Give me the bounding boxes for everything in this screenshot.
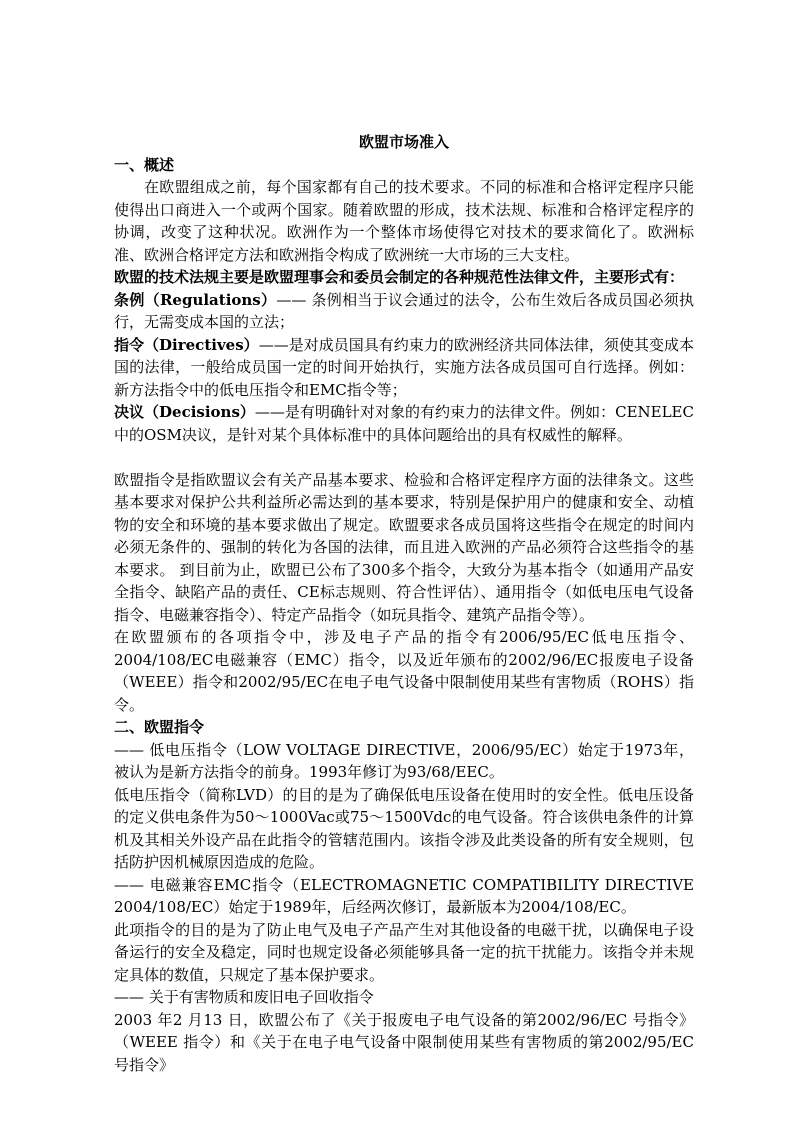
regulations-item	[114, 289, 694, 334]
regulations-term: 条例（Regulations）	[114, 290, 277, 309]
page-title: 欧盟市场准入	[358, 133, 449, 151]
lvd-description-paragraph: 低电压指令（简称LVD）的目的是为了确保低电压设备在使用时的安全性。低电压设备的定义供电条件为50～1000Vac或75～1500Vdc的电气设备。符合该供电条件的计算机及其相关外设产品在此指令的管辖范围内。该指令涉及此类设备的所有安全规则，包括防护因机械原因造成的危险。	[114, 785, 694, 871]
emc-intro-paragraph: —— 电磁兼容EMC指令（ELECTROMAGNETIC COMPATIBILITY DIRECTIVE 2004/108/EC）始定于1989年，后经两次修订，最新版本为2004/108/EC。	[114, 875, 694, 916]
section-heading-overview: 一、概述	[114, 155, 175, 174]
overview-paragraph: 在欧盟组成之前，每个国家都有自己的技术要求。不同的标准和合格评定程序只能使得出口商进入一个或两个国家。随着欧盟的形成，技术法规、标准和合格评定程序的协调，改变了这种状况。欧洲作为一个整体市场使得它对技术的要求简化了。欧洲标准、欧洲合格评定方法和欧洲指令构成了欧洲统一大市场的三大支柱。	[114, 178, 694, 264]
document-body	[114, 131, 694, 1076]
legal-forms-intro: 欧盟的技术法规主要是欧盟理事会和委员会制定的各种规范性法律文件，主要形式有：	[114, 268, 685, 286]
lvd-intro-paragraph: —— 低电压指令（LOW VOLTAGE DIRECTIVE，2006/95/EC）始定于1973年，被认为是新方法指令的前身。1993年修订为93/68/EEC。	[114, 740, 694, 781]
hazard-intro-paragraph: —— 关于有害物质和废旧电子回收指令	[114, 988, 374, 1006]
blank-line	[114, 446, 694, 469]
directives-text: ——是对成员国具有约束力的欧洲经济共同体法律，须使其变成本国的法律，一般给成员国一定的时间开始执行，实施方法各成员国可自行选择。例如：新方法指令中的低电压指令和EMC指令等；	[114, 335, 694, 399]
regulations-text: —— 条例相当于议会通过的法令，公布生效后各成员国必须执行，无需变成本国的立法；	[114, 290, 694, 331]
section-heading-eu-directives: 二、欧盟指令	[114, 718, 205, 736]
directives-item	[114, 334, 694, 402]
emc-description-paragraph: 此项指令的目的是为了防止电气及电子产品产生对其他设备的电磁干扰，以确保电子设备运行的安全及稳定，同时也规定设备必须能够具备一定的抗干扰能力。该指令并未规定具体的数值，只规定了基本保护要求。	[114, 920, 694, 984]
electronics-directives-paragraph: 在欧盟颁布的各项指令中，涉及电子产品的指令有2006/95/EC低电压指令、2004/108/EC电磁兼容（EMC）指令，以及近年颁布的2002/96/EC报废电子设备（WEEE）指令和2002/95/EC在电子电气设备中限制使用某些有害物质（ROHS）指令。	[114, 628, 694, 714]
hazard-description-paragraph: 2003 年2 月13 日，欧盟公布了《关于报废电子电气设备的第2002/96/EC 号指令》（WEEE 指令）和《关于在电子电气设备中限制使用某些有害物质的第2002/95/EC 号指令》	[114, 1010, 694, 1074]
decisions-text: ——是有明确针对对象的有约束力的法律文件。例如：CENELEC中的OSM决议，是针对某个具体标准中的具体问题给出的具有权威性的解释。	[114, 403, 694, 444]
decisions-term: 决议（Decisions）	[114, 403, 255, 421]
directive-definition-paragraph: 欧盟指令是指欧盟议会有关产品基本要求、检验和合格评定程序方面的法律条文。这些基本要求对保护公共利益所必需达到的基本要求，特别是保护用户的健康和安全、动植物的安全和环境的基本要求做出了规定。欧盟要求各成员国将这些指令在规定的时间内必须无条件的、强制的转化为各国的法律，而且进入欧洲的产品必须符合这些指令的基本要求。 到目前为止，欧盟已公布了300多个指令，大致分为基本指令（如通用产品安全指令、缺陷产品的责任、CE标志规则、符合性评估）、通用指令（如低电压电气设备指令、电磁兼容指令）、特定产品指令（如玩具指令、建筑产品指令等）。	[114, 470, 694, 624]
decisions-item	[114, 401, 694, 446]
directives-term: 指令（Directives）	[114, 335, 259, 354]
